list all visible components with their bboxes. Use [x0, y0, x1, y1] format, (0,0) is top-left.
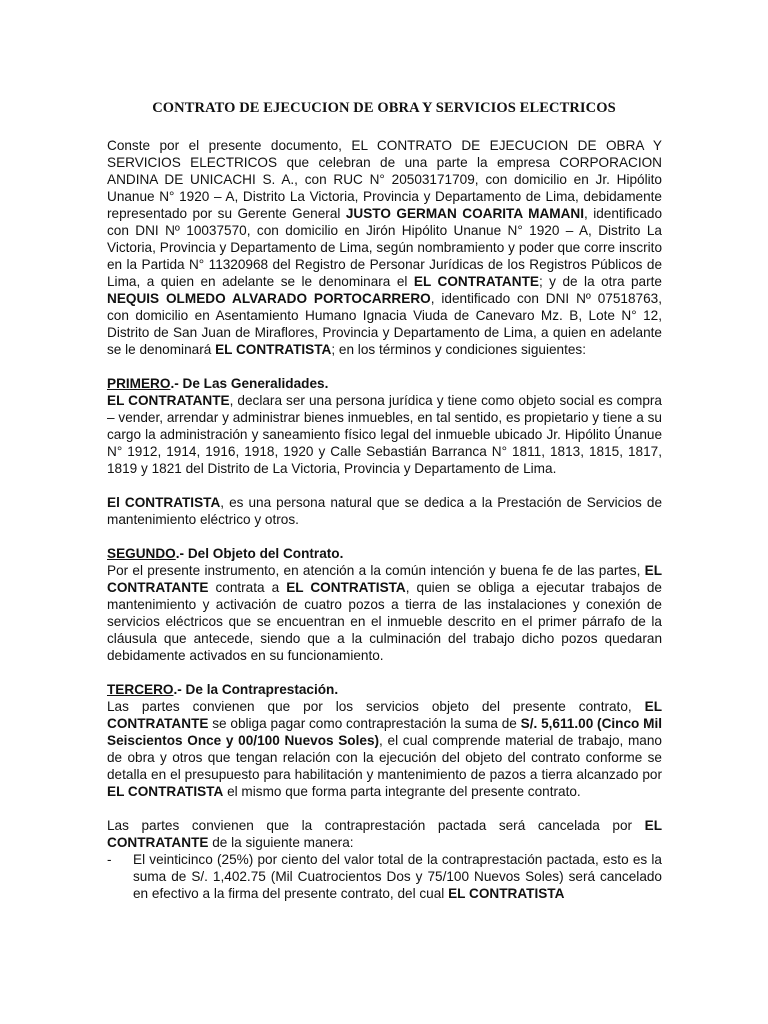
intro-paragraph	[107, 137, 662, 358]
tercero-text-2: se obliga pagar como contraprestación la suma de	[208, 716, 521, 731]
segundo-text-2: contrata a	[208, 580, 287, 595]
section-segundo-heading	[107, 545, 662, 562]
payment-item-bold-contratista: EL CONTRATISTA	[448, 886, 565, 901]
section-primero-heading	[107, 375, 662, 392]
intro-bold-manager: JUSTO GERMAN COARITA MAMANI	[345, 206, 584, 221]
intro-bold-contractor-name: NEQUIS OLMEDO ALVARADO PORTOCARRERO	[107, 291, 431, 306]
intro-text-2: , identificado con DNI Nº 10037570, con domicilio en Jirón Hipólito Unanue N° 1920 – A, Distrito La Victoria, Provincia y Departamento de Lima, según nombramiento y poder que corre inscrito en la Partida N° 11320968 del Registro de Personar Jurídicas de los Registros Públicos de Lima, a quien en adelante se le denominara el	[107, 206, 663, 289]
section-segundo-heading-rest: .- Del Objeto del Contrato.	[175, 546, 344, 561]
tercero-text-4: el mismo que forma parta integrante del presente contrato.	[223, 784, 581, 799]
segundo-bold-contratista: EL CONTRATISTA	[286, 580, 406, 595]
list-item	[107, 851, 662, 902]
intro-bold-contratante: EL CONTRATANTE	[413, 274, 539, 289]
section-tercero-label: TERCERO	[107, 682, 174, 697]
document-body	[107, 137, 662, 902]
primero-text-2: , es una persona natural que se dedica a la Prestación de Servicios de mantenimiento eléctrico y otros.	[107, 495, 663, 527]
primero-paragraph-1	[107, 392, 662, 477]
section-primero-label: PRIMERO	[107, 376, 171, 391]
payment-item-text: El veinticinco (25%) por ciento del valor total de la contraprestación pactada, esto es la suma de S/. 1,402.75 (Mil Cuatrocientos Dos y 75/100 Nuevos Soles) será cancelado en efectivo a la firma del presente contrato, del cual	[133, 852, 662, 901]
tercero-text-1: Las partes convienen que por los servicios objeto del presente contrato,	[107, 699, 645, 714]
primero-paragraph-2	[107, 494, 662, 528]
segundo-bold-contratante: EL CONTRATANTE	[107, 563, 662, 595]
tercero-bold-contratante: EL CONTRATANTE	[107, 699, 662, 731]
primero-bold-contratante: EL CONTRATANTE	[107, 393, 230, 408]
list-dash: -	[107, 852, 112, 867]
section-tercero-heading-rest: .- De la Contraprestación.	[173, 682, 339, 697]
tercero-p2-bold-contratante: EL CONTRATANTE	[107, 818, 662, 850]
primero-bold-contratista: El CONTRATISTA	[107, 495, 221, 510]
tercero-text-3: , el cual comprende material de trabajo, mano de obra y otros que tengan relación con la ejecución del objeto del contrato conforme se detalla en el presupuesto para habilitación y mantenimiento de pazos a tierra alcanzado por	[107, 733, 662, 782]
segundo-text-1: Por el presente instrumento, en atención a la común intención y buena fe de las partes,	[107, 563, 645, 578]
intro-text-4: , identificado con DNI Nº 07518763, con domicilio en Asentamiento Humano Ignacia Viuda de Canevaro Mz. B, Lote N° 12, Distrito de San Juan de Miraflores, Provincia y Departamento de Lima, a quien en adelante se le denominará	[107, 291, 662, 357]
primero-text-1: , declara ser una persona jurídica y tiene como objeto social es compra – vender, arrendar y administrar bienes inmuebles, en tal sentido, es propietario y tiene a su cargo la administración y saneamiento físico legal del inmueble ubicado Jr. Hipólito Únanue N° 1912, 1914, 1916, 1918, 1920 y Calle Sebastián Barranca N° 1811, 1813, 1815, 1817, 1819 y 1821 del Distrito de La Victoria, Provincia y Departamento de Lima.	[107, 393, 662, 476]
tercero-paragraph-2	[107, 817, 662, 851]
tercero-p2-text-1: Las partes convienen que la contraprestación pactada será cancelada por	[107, 818, 645, 833]
intro-text-1: Conste por el presente documento, EL CONTRATO DE EJECUCION DE OBRA Y SERVICIOS ELECTRICOS que celebran de una parte la empresa CORPORACION ANDINA DE UNICACHI S. A., con RUC N° 20503171709, con domicilio en Jr. Hipólito Unanue N° 1920 – A, Distrito La Victoria, Provincia y Departamento de Lima, debidamente representado por su Gerente General	[107, 138, 662, 221]
tercero-p2-text-2: de la siguiente manera:	[208, 835, 354, 850]
intro-bold-contratista: EL CONTRATISTA	[215, 342, 332, 357]
section-segundo-label: SEGUNDO	[107, 546, 176, 561]
tercero-bold-contratista: EL CONTRATISTA	[107, 784, 224, 799]
segundo-text-3: , quien se obliga a ejecutar trabajos de mantenimiento y activación de cuatro pozos a tierra de las instalaciones y conexión de servicios eléctricos que se encuentran en el inmueble descrito en el primer párrafo de la cláusula que antecede, siendo que a la culminación del trabajo dicho pozos quedaran debidamente activados en su funcionamiento.	[107, 580, 662, 663]
section-primero-heading-rest: .- De Las Generalidades.	[170, 376, 329, 391]
tercero-bold-amount: S/. 5,611.00 (Cinco Mil Seiscientos Once y 00/100 Nuevos Soles)	[107, 716, 662, 748]
document-title: CONTRATO DE EJECUCION DE OBRA Y SERVICIOS ELECTRICOS	[152, 100, 616, 116]
section-tercero-heading	[107, 681, 662, 698]
tercero-paragraph-1	[107, 698, 662, 800]
segundo-paragraph	[107, 562, 662, 664]
intro-text-5: ; en los términos y condiciones siguientes:	[331, 342, 586, 357]
intro-text-3: ; y de la otra parte	[538, 274, 662, 289]
payment-list	[107, 851, 662, 902]
